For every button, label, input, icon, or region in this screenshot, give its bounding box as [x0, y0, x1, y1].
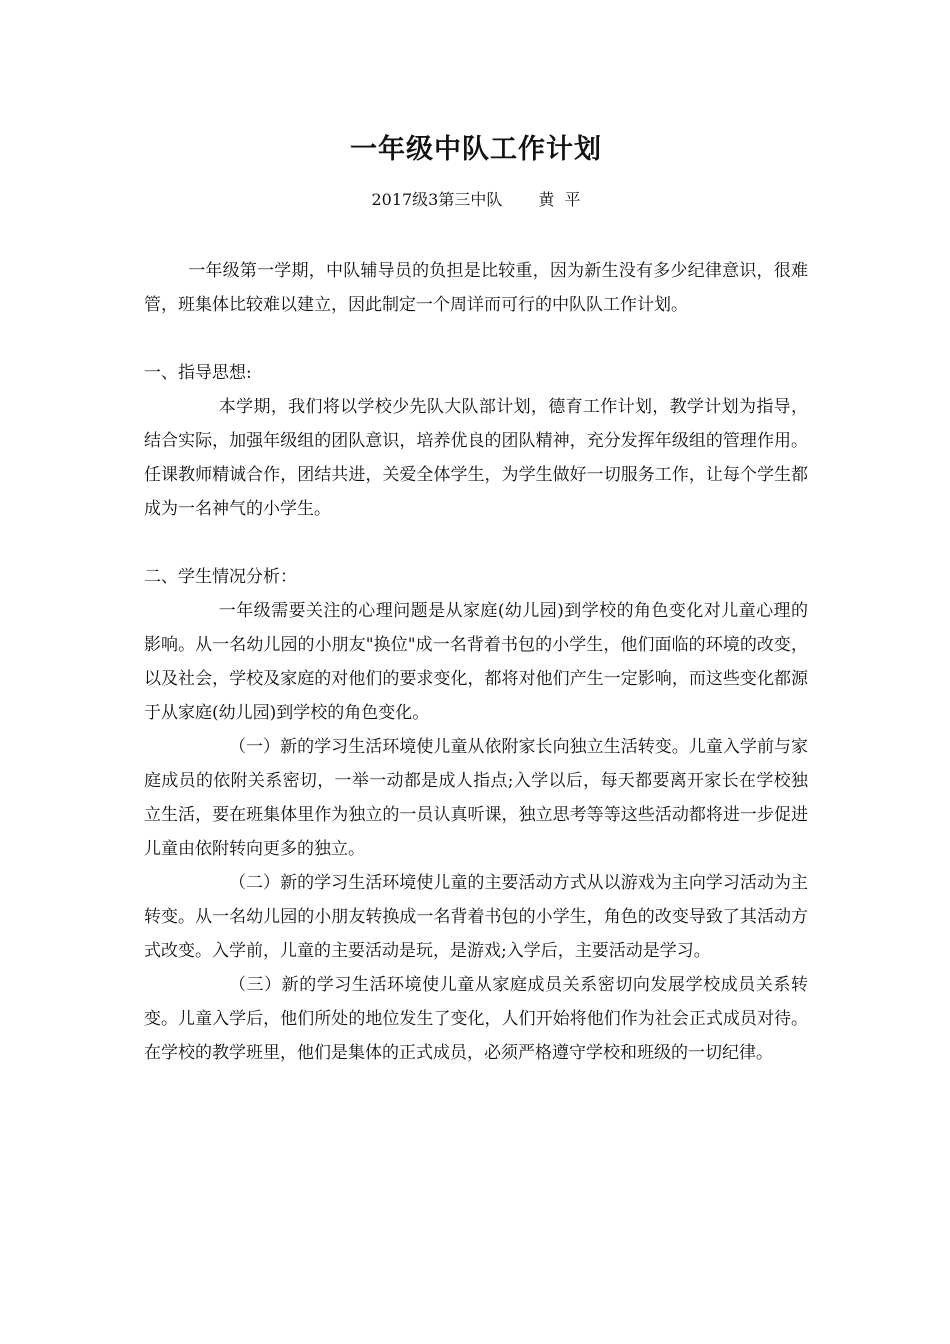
- section-paragraph: 一年级需要关注的心理问题是从家庭(幼儿园)到学校的角色变化对儿童心理的影响。从一名幼儿园的小朋友"换位"成一名背着书包的小学生，他们面临的环境的改变，以及社会，学校及家庭的对他们的要求变化，都将对他们产生一定影响，而这些变化都源于从家庭(幼儿园)到学校的角色变化。: [144, 601, 808, 723]
- author-name: 黄 平: [538, 190, 581, 209]
- section-paragraph: （二）新的学习生活环境使儿童的主要活动方式从以游戏为主向学习活动为主转变。从一名幼儿园的小朋友转换成一名背着书包的小学生，角色的改变导致了其活动方式改变。入学前，儿童的主要活动是玩，是游戏;入学后，主要活动是学习。: [144, 873, 808, 961]
- section-heading-guiding-ideology: 一、指导思想:: [144, 363, 252, 383]
- document-title: 一年级中队工作计划: [350, 134, 602, 165]
- section-heading-student-analysis: 二、学生情况分析：: [144, 567, 297, 587]
- section-paragraph: （三）新的学习生活环境使儿童从家庭成员关系密切向发展学校成员关系转变。儿童入学后，他们所处的地位发生了变化，人们开始将他们作为社会正式成员对待。在学校的教学班里，他们是集体的正式成员，必须严格遵守学校和班级的一切纪律。: [144, 975, 808, 1063]
- author-line: [144, 186, 808, 214]
- document-body: [144, 254, 808, 1070]
- section-paragraph: 本学期，我们将以学校少先队大队部计划，德育工作计划，教学计划为指导，结合实际，加强年级组的团队意识，培养优良的团队精神，充分发挥年级组的管理作用。任课教师精诚合作，团结共进，关爱全体学生，为学生做好一切服务工作，让每个学生都成为一名神气的小学生。: [144, 397, 808, 519]
- author-class: 2017级3第三中队: [371, 190, 503, 209]
- document-page: [144, 0, 808, 1344]
- section-paragraph: （一）新的学习生活环境使儿童从依附家长向独立生活转变。儿童入学前与家庭成员的依附关系密切，一举一动都是成人指点;入学以后，每天都要离开家长在学校独立生活，要在班集体里作为独立的一员认真听课，独立思考等等这些活动都将进一步促进儿童由依附转向更多的独立。: [144, 737, 808, 859]
- intro-paragraph: 一年级第一学期，中队辅导员的负担是比较重，因为新生没有多少纪律意识，很难管，班集体比较难以建立，因此制定一个周详而可行的中队队工作计划。: [144, 261, 808, 315]
